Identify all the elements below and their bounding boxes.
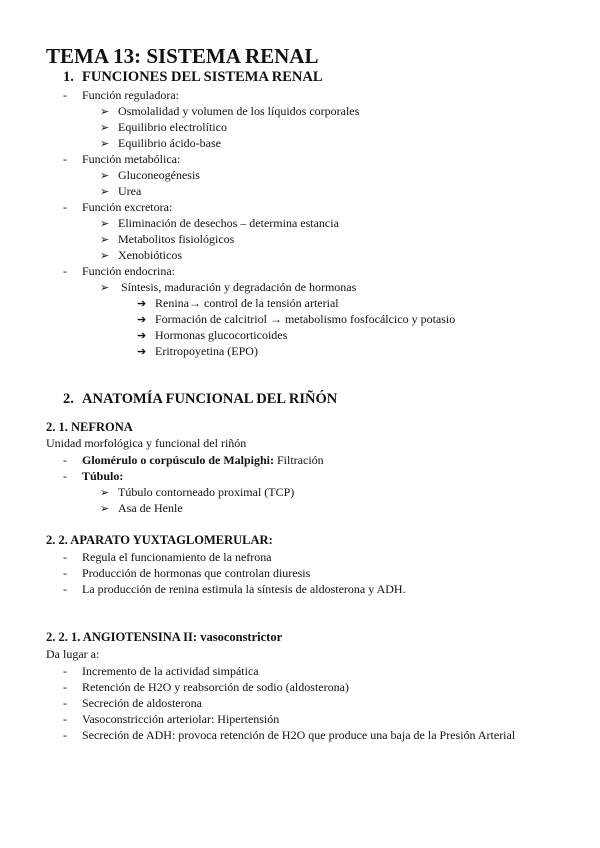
list-item: Vasoconstricción arteriolar: Hipertensión — [82, 712, 280, 726]
bullet-dash: - — [63, 152, 67, 166]
sub-list-item: Formación de calcitriol → metabolismo fosfocálcico y potasio — [155, 312, 456, 326]
bullet-dash: - — [63, 728, 67, 742]
list-item: Regula el funcionamiento de la nefrona — [82, 550, 272, 564]
paragraph: Unidad morfológica y funcional del riñón — [46, 436, 247, 450]
list-item: Incremento de la actividad simpática — [82, 664, 259, 678]
arrow-bullet: ➔ — [137, 330, 147, 342]
bullet-dash: - — [63, 264, 67, 278]
arrowhead-bullet: ➢ — [100, 503, 110, 515]
group-label: Función reguladora: — [82, 88, 179, 102]
subsection-heading: 2. 2. APARATO YUXTAGLOMERULAR: — [46, 533, 273, 547]
arrowhead-bullet: ➢ — [100, 234, 110, 246]
list-item: La producción de renina estimula la síntesis de aldosterona y ADH. — [82, 582, 406, 596]
arrowhead-bullet: ➢ — [100, 487, 110, 499]
list-item: Metabolitos fisiológicos — [118, 232, 235, 246]
list-item: Urea — [118, 184, 142, 198]
list-item: Xenobióticos — [118, 248, 182, 262]
arrowhead-bullet: ➢ — [100, 186, 110, 198]
bullet-dash: - — [63, 680, 67, 694]
list-item: Equilibrio electrolítico — [118, 120, 227, 134]
section-2-number: 2. — [63, 391, 74, 407]
bullet-dash: - — [63, 88, 67, 102]
group-label: Función endocrina: — [82, 264, 175, 278]
arrow-bullet: ➔ — [137, 298, 147, 310]
bullet-dash: - — [63, 664, 67, 678]
list-item: Túbulo contorneado proximal (TCP) — [118, 485, 295, 499]
arrowhead-bullet: ➢ — [100, 138, 110, 150]
subsection-heading: 2. 2. 1. ANGIOTENSINA II: vasoconstrictor — [46, 630, 283, 644]
arrowhead-bullet: ➢ — [100, 170, 110, 182]
sub-list-item: Hormonas glucocorticoides — [155, 328, 288, 342]
list-item: Retención de H2O y reabsorción de sodio (aldosterona) — [82, 680, 349, 694]
term-label: Túbulo: — [82, 469, 124, 483]
list-item: Secreción de aldosterona — [82, 696, 202, 710]
arrow-bullet: ➔ — [137, 314, 147, 326]
sub-list-item: Eritropoyetina (EPO) — [155, 344, 258, 358]
subsection-heading: 2. 1. NEFRONA — [46, 420, 133, 434]
arrow-bullet: ➔ — [137, 346, 147, 358]
list-item: Síntesis, maduración y degradación de hormonas — [121, 280, 357, 294]
term-label: Glomérulo o corpúsculo de Malpighi: — [82, 453, 274, 467]
bullet-dash: - — [63, 566, 67, 580]
arrowhead-bullet: ➢ — [100, 282, 110, 294]
group-label: Función metabólica: — [82, 152, 181, 166]
section-1-number: 1. — [63, 69, 74, 85]
section-2-title: ANATOMÍA FUNCIONAL DEL RIÑÓN — [82, 391, 338, 407]
list-item: Producción de hormonas que controlan diuresis — [82, 566, 311, 580]
arrowhead-bullet: ➢ — [100, 106, 110, 118]
arrowhead-bullet: ➢ — [100, 122, 110, 134]
section-1-title: FUNCIONES DEL SISTEMA RENAL — [82, 69, 323, 85]
arrowhead-bullet: ➢ — [100, 250, 110, 262]
arrowhead-bullet: ➢ — [100, 218, 110, 230]
document-title: TEMA 13: SISTEMA RENAL — [46, 44, 319, 68]
list-item: Equilibrio ácido-base — [118, 136, 221, 150]
bullet-dash: - — [63, 696, 67, 710]
bullet-dash: - — [63, 453, 67, 467]
sub-list-item: Renina→ control de la tensión arterial — [155, 296, 339, 310]
term-text: Filtración — [274, 453, 324, 467]
bullet-dash: - — [63, 582, 67, 596]
list-item — [82, 453, 324, 468]
group-label: Función excretora: — [82, 200, 173, 214]
list-item: Eliminación de desechos – determina estancia — [118, 216, 339, 230]
list-item: Osmolalidad y volumen de los líquidos corporales — [118, 104, 360, 118]
bullet-dash: - — [63, 469, 67, 483]
list-item: Asa de Henle — [118, 501, 183, 515]
bullet-dash: - — [63, 712, 67, 726]
list-item: Secreción de ADH: provoca retención de H2O que produce una baja de la Presión Arterial — [82, 728, 516, 742]
bullet-dash: - — [63, 550, 67, 564]
list-item: Gluconeogénesis — [118, 168, 200, 182]
paragraph: Da lugar a: — [46, 647, 100, 661]
bullet-dash: - — [63, 200, 67, 214]
